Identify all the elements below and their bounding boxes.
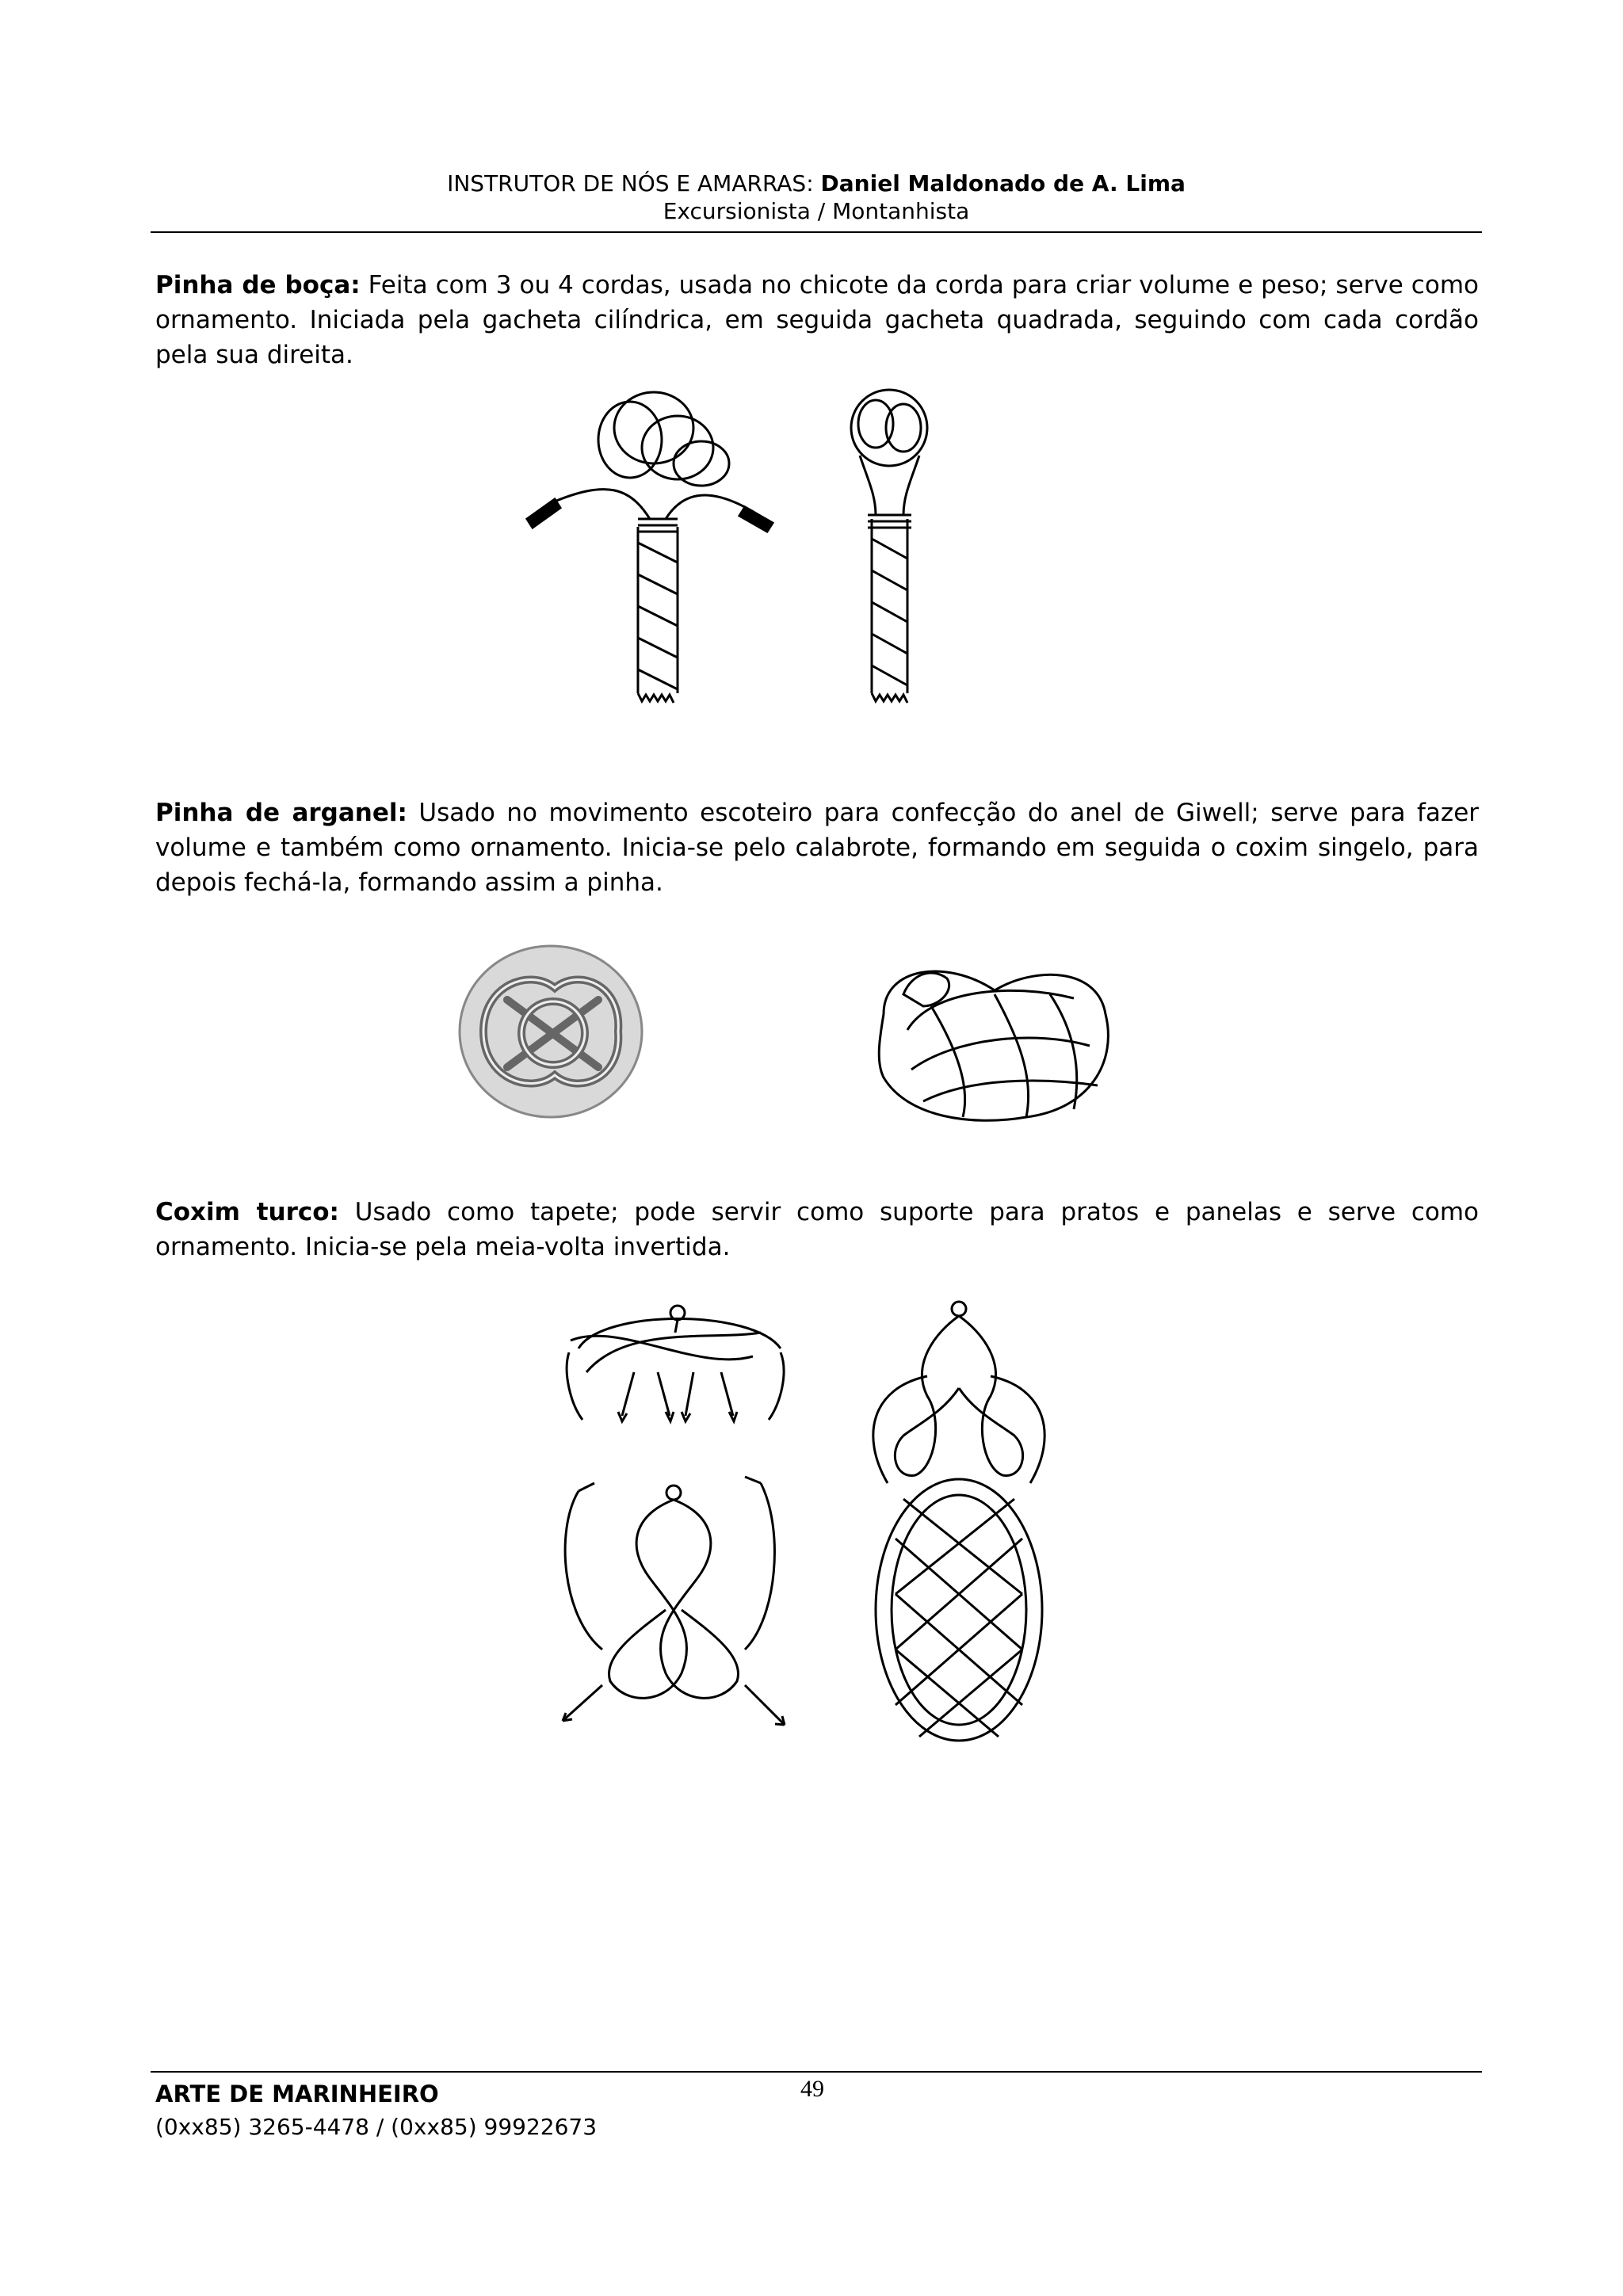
section-text: Feita com 3 ou 4 cordas, usada no chicote da corda para criar volume e peso; serve como ornamento. Iniciada pela gacheta cilíndrica, em seguida gacheta quadrada, seguindo com cada cordão pela sua direita. [155, 271, 1479, 369]
header-prefix: INSTRUTOR DE NÓS E AMARRAS: [447, 170, 821, 196]
pinha-de-arganel-drawing [836, 919, 1149, 1154]
footer-title: ARTE DE MARINHEIRO [155, 2081, 439, 2107]
section-coxim-turco [155, 1195, 1479, 1264]
section-term: Pinha de arganel: [155, 799, 407, 827]
section-text: Usado como tapete; pode servir como suporte para pratos e panelas e serve como ornamento. Inicia-se pela meia-volta invertida. [155, 1198, 1480, 1261]
header-divider [151, 231, 1482, 233]
page-number: 49 [800, 2076, 824, 2102]
footer-divider [151, 2071, 1482, 2073]
section-term: Coxim turco: [155, 1198, 339, 1226]
section-text: Usado no movimento escoteiro para confecção do anel de Giwell; serve para fazer volume e também como ornamento. Inicia-se pelo calabrote, formando em seguida o coxim singelo, para depois fechá-la, formando assim a pinha. [155, 799, 1480, 897]
section-term: Pinha de boça: [155, 271, 361, 299]
pinha-de-arganel-photo [420, 913, 689, 1152]
footer-phones: (0xx85) 3265-4478 / (0xx85) 99922673 [155, 2114, 598, 2140]
section-pinha-de-boca [155, 268, 1479, 372]
header-subtitle: Excursionista / Montanhista [663, 198, 970, 224]
page-header [151, 170, 1482, 225]
header-author: Daniel Maldonado de A. Lima [820, 170, 1186, 196]
pinha-de-boca-illustration [519, 360, 995, 765]
section-pinha-de-arganel [155, 795, 1479, 900]
coxim-turco-illustration [555, 1277, 1078, 1749]
header-line [151, 170, 1482, 198]
